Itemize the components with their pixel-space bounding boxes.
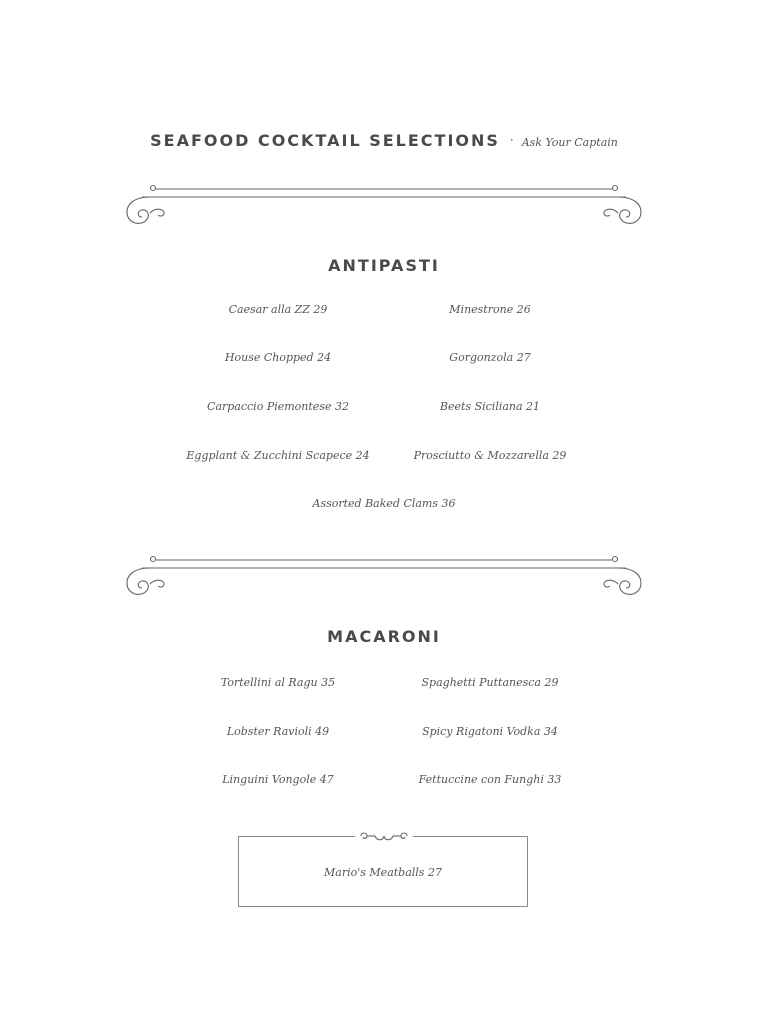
menu-item: Lobster Ravioli 49: [226, 725, 330, 738]
ornamental-divider-icon: [120, 551, 648, 601]
menu-item: Caesar alla ZZ 29: [228, 303, 328, 316]
menu-item: Gorgonzola 27: [449, 351, 531, 364]
macaroni-title: MACARONI: [327, 627, 441, 646]
menu-item: Fettuccine con Funghi 33: [418, 773, 562, 786]
menu-header: [0, 131, 768, 151]
ornamental-divider-icon: [120, 180, 648, 230]
menu-item: Minestrone 26: [449, 303, 531, 316]
menu-item: Eggplant & Zucchini Scapece 24: [186, 449, 370, 462]
menu-item: Linguini Vongole 47: [222, 773, 334, 786]
menu-item: Beets Siciliana 21: [439, 400, 541, 413]
header-subtitle: Ask Your Captain: [521, 136, 618, 149]
scroll-ornament-icon: [355, 827, 413, 847]
antipasti-title: ANTIPASTI: [328, 256, 440, 275]
menu-item: House Chopped 24: [224, 351, 332, 364]
menu-item: Tortellini al Ragu 35: [220, 676, 336, 689]
menu-item: Spaghetti Puttanesca 29: [421, 676, 559, 689]
featured-item: Mario's Meatballs 27: [324, 866, 442, 879]
menu-item: Spicy Rigatoni Vodka 34: [422, 725, 558, 738]
header-separator: ·: [509, 133, 514, 147]
menu-item: Prosciutto & Mozzarella 29: [413, 449, 567, 462]
menu-item: Assorted Baked Clams 36: [312, 497, 456, 510]
header-title: SEAFOOD COCKTAIL SELECTIONS: [150, 131, 500, 150]
menu-item: Carpaccio Piemontese 32: [207, 400, 349, 413]
